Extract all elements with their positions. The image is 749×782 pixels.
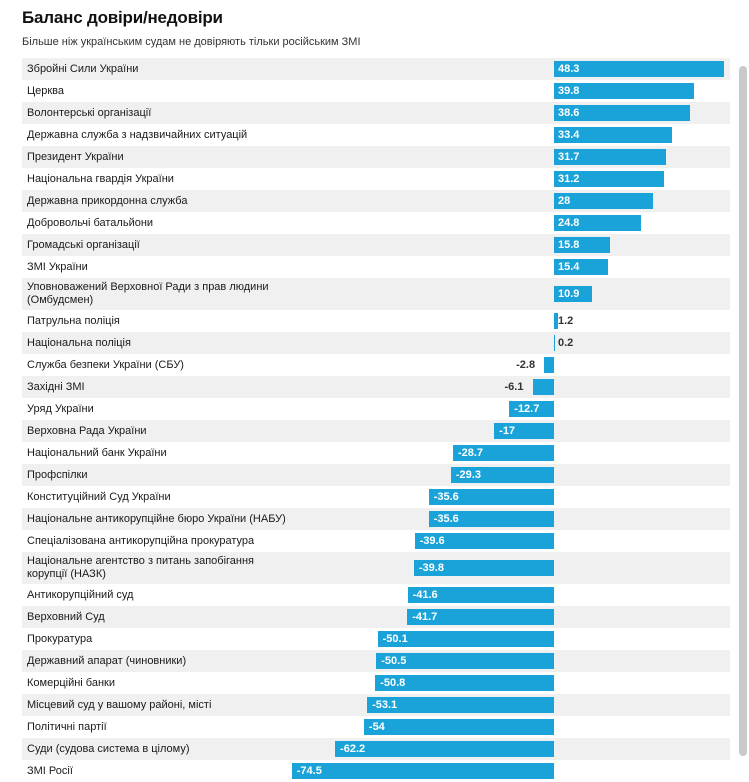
bar-value-label: 10.9 xyxy=(558,288,580,300)
category-label: Прокуратура xyxy=(27,632,93,645)
bar-row xyxy=(0,442,749,464)
bar-value-label: -62.2 xyxy=(340,743,366,755)
bar-row xyxy=(0,486,749,508)
category-label: Збройні Сили України xyxy=(27,62,139,75)
bar xyxy=(544,357,554,373)
category-label: Політичні партії xyxy=(27,720,107,733)
category-label: Державна прикордонна служба xyxy=(27,194,188,207)
bar-row xyxy=(0,530,749,552)
bar-row xyxy=(0,190,749,212)
category-label: Профспілки xyxy=(27,468,88,481)
bar-value-label: -41.6 xyxy=(412,589,438,601)
bar-value-label: -53.1 xyxy=(372,699,398,711)
bar xyxy=(554,61,724,77)
bar-value-label: -39.6 xyxy=(419,535,445,547)
bar-row xyxy=(0,80,749,102)
bar-value-label: -35.6 xyxy=(433,513,459,525)
category-label: Церква xyxy=(27,84,65,97)
bar-value-label: -54 xyxy=(368,721,385,733)
bar-value-label: -12.7 xyxy=(514,403,540,415)
bar-row xyxy=(0,354,749,376)
bar-value-label: 15.8 xyxy=(558,239,580,251)
bar-row xyxy=(0,278,749,310)
chart-container xyxy=(0,8,749,778)
bar-row xyxy=(0,398,749,420)
bar-plot-area xyxy=(0,58,749,782)
bar-value-label: 24.8 xyxy=(558,217,580,229)
bar-row xyxy=(0,738,749,760)
category-label: Комерційні банки xyxy=(27,676,115,689)
category-label: Державна служба з надзвичайних ситуацій xyxy=(27,128,248,141)
bar-value-label: -74.5 xyxy=(296,765,322,777)
bar xyxy=(533,379,554,395)
category-label: Західні ЗМІ xyxy=(27,380,85,393)
bar-value-label: 31.2 xyxy=(558,173,580,185)
bar xyxy=(554,335,555,351)
category-label: Служба безпеки України (СБУ) xyxy=(27,358,184,371)
vertical-scrollbar-thumb[interactable] xyxy=(739,66,747,756)
category-label: Президент України xyxy=(27,150,124,163)
category-label: Місцевий суд у вашому районі, місті xyxy=(27,698,212,711)
bar-value-label: -50.8 xyxy=(380,677,406,689)
bar-value-label: 15.4 xyxy=(558,261,580,273)
bar-value-label: -41.7 xyxy=(412,611,438,623)
bar-row xyxy=(0,760,749,782)
bar-row xyxy=(0,650,749,672)
category-label: Суди (судова система в цілому) xyxy=(27,742,190,755)
bar-value-label: -29.3 xyxy=(455,469,481,481)
bar-row xyxy=(0,234,749,256)
category-label: Державний апарат (чиновники) xyxy=(27,654,187,667)
category-label: Національна гвардія України xyxy=(27,172,174,185)
bar-row xyxy=(0,256,749,278)
bar-row xyxy=(0,628,749,650)
chart-subtitle: Більше ніж українським судам не довіряють тільки російським ЗМІ xyxy=(22,36,361,48)
bar-row xyxy=(0,584,749,606)
bar-row xyxy=(0,606,749,628)
category-label: Громадські організації xyxy=(27,238,140,251)
category-label: Національний банк України xyxy=(27,446,167,459)
bar-value-label: 0.2 xyxy=(558,337,574,349)
bar-value-label: -50.5 xyxy=(381,655,407,667)
bar-row xyxy=(0,124,749,146)
category-label: Національне антикорупційне бюро України (НАБУ) xyxy=(27,512,286,525)
bar-value-label: -50.1 xyxy=(382,633,408,645)
bar-row xyxy=(0,376,749,398)
category-label: Антикорупційний суд xyxy=(27,588,134,601)
bar-value-label: -39.8 xyxy=(418,562,444,574)
bar xyxy=(292,763,554,779)
bar-value-label: -28.7 xyxy=(457,447,484,459)
bar-row xyxy=(0,146,749,168)
bar-row xyxy=(0,420,749,442)
bar-row xyxy=(0,508,749,530)
category-label: Верховна Рада України xyxy=(27,424,147,437)
bar-value-label: 28 xyxy=(558,195,571,207)
bar-row xyxy=(0,212,749,234)
bar-value-label: -6.1 xyxy=(504,381,524,393)
category-label: ЗМІ Росії xyxy=(27,764,73,777)
category-label: Патрульна поліція xyxy=(27,314,120,327)
bar xyxy=(335,741,554,757)
category-label: Добровольчі батальйони xyxy=(27,216,154,229)
bar-value-label: -17 xyxy=(499,425,516,437)
category-label: Національна поліція xyxy=(27,336,131,349)
bar-value-label: 38.6 xyxy=(558,107,580,119)
bar-row xyxy=(0,694,749,716)
category-label: Конституційний Суд України xyxy=(27,490,171,503)
bar-row xyxy=(0,58,749,80)
bar-row xyxy=(0,102,749,124)
bar-value-label: 39.8 xyxy=(558,85,580,97)
category-label: ЗМІ України xyxy=(27,260,88,273)
category-label: Національне агентство з питань запобігання корупції (НАЗК) xyxy=(27,555,255,580)
bar-value-label: -2.8 xyxy=(516,359,536,371)
bar-row xyxy=(0,716,749,738)
bar-value-label: 1.2 xyxy=(558,315,574,327)
bar-value-label: 48.3 xyxy=(558,63,580,75)
category-label: Уряд України xyxy=(27,402,94,415)
bar-row xyxy=(0,332,749,354)
bar-row xyxy=(0,464,749,486)
bar-row xyxy=(0,552,749,584)
bar-row xyxy=(0,310,749,332)
bar xyxy=(364,719,554,735)
bar-row xyxy=(0,672,749,694)
category-label: Спеціалізована антикорупційна прокуратура xyxy=(27,534,255,547)
bar-value-label: 31.7 xyxy=(558,151,580,163)
bar-value-label: 33.4 xyxy=(558,129,580,141)
category-label: Уповноважений Верховної Ради з прав людини (Омбудсмен) xyxy=(27,281,269,306)
category-label: Волонтерські організації xyxy=(27,106,152,119)
bar-row xyxy=(0,168,749,190)
category-label: Верховний Суд xyxy=(27,610,105,623)
bar-value-label: -35.6 xyxy=(433,491,459,503)
chart-title: Баланс довіри/недовіри xyxy=(22,8,223,27)
